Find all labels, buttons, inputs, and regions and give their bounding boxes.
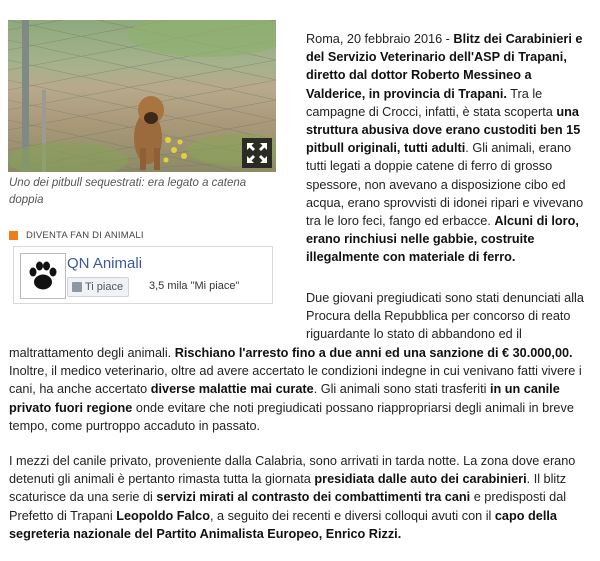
text-run: Inoltre, il medico veterinario, oltre ad avere accertato le condizioni indegne in cui venivano fatti vivere i cani, ha anche accertato [9, 364, 582, 397]
text-run: onde evitare che noti pregiudicati possano riappropriarsi degli animali in breve tempo, come purtroppo accaduto in passato. [9, 400, 574, 433]
bold-text-run: Alcuni di loro, erano rinchiusi nelle gabbie, costruite illegalmente con materiale di ferro. [306, 214, 579, 265]
text-run: Due giovani pregiudicati sono stati denunciati alla Procura della Repubblica per concorso di reato riguardante lo stato di abbandono ed il [306, 291, 584, 342]
text-run: Tra le campagne di Crocci, infatti, è stata scoperta [306, 86, 557, 119]
text-run: Roma, 20 febbraio 2016 - [306, 32, 454, 46]
article-paragraph-2b [9, 344, 595, 435]
fan-label [9, 230, 144, 241]
like-count: 3,5 mila "Mi piace" [149, 280, 240, 292]
bold-text-run: diverse malattie mai curate [150, 382, 314, 397]
text-run: e predisposti dal Prefetto di Trapani [9, 490, 567, 523]
facebook-icon [72, 282, 82, 292]
bold-text-run: Leopoldo Falco [116, 508, 210, 523]
bold-text-run: una struttura abusiva dove erano custoditi ben 15 pitbull originali, tutti adulti [306, 104, 581, 156]
text-run: . Gli animali sono stati trasferiti [313, 382, 490, 397]
bold-text-run: presidiata dalle auto dei carabinieri [314, 472, 527, 487]
article-paragraph-3 [9, 452, 595, 543]
article-paragraph-2a [306, 289, 590, 344]
like-button[interactable] [67, 277, 129, 297]
expand-arrows-icon[interactable] [242, 138, 272, 168]
article-paragraph-1 [306, 30, 590, 267]
article-photo[interactable] [8, 20, 276, 172]
bold-text-run: in un canile privato fuori regione [9, 382, 560, 415]
text-run: , a seguito dei recenti e diversi colloqui avuti con il [209, 508, 495, 523]
text-run: . Gli animali, erano tutti legati a doppie catene di ferro di grosso spessore, non avevano a disposizione cibo ed acqua, erano sprovvisti di idonei ripari e vivevano tra le loro feci, fango ed erbacce. [306, 141, 584, 229]
text-run: . Il blitz scaturisce da una serie di [9, 472, 567, 505]
paw-icon[interactable] [20, 253, 66, 299]
page-name-link[interactable]: QN Animali [67, 255, 143, 272]
bold-text-run: capo della segreteria nazionale del Partito Animalista Europeo, Enrico Rizzi. [9, 508, 557, 541]
bold-text-run: Blitz dei Carabinieri e del Servizio Veterinario dell'ASP di Trapani, diretto dal dottor Roberto Messineo a Valderice, in provincia di Trapani. [306, 32, 583, 101]
text-run: maltrattamento degli animali. [9, 346, 175, 360]
bold-text-run: servizi mirati al contrasto dei combattimenti tra cani [156, 490, 471, 505]
text-run: I mezzi del canile privato, proveniente dalla Calabria, sono arrivati in tarda notte. La zona dove erano detenuti gli animali è pertanto rimasta tutta la giornata [9, 454, 576, 487]
fan-label-text: DIVENTA FAN DI ANIMALI [26, 230, 144, 241]
facebook-like-box [13, 246, 273, 304]
like-button-label: Ti piace [85, 281, 124, 293]
orange-square-icon [9, 231, 18, 240]
dog-photo-illustration [8, 20, 276, 172]
bold-text-run: Rischiano l'arresto fino a due anni ed una sanzione di € 30.000,00. [174, 346, 573, 360]
photo-caption: Uno dei pitbull sequestrati: era legato a catena doppia [9, 177, 247, 206]
